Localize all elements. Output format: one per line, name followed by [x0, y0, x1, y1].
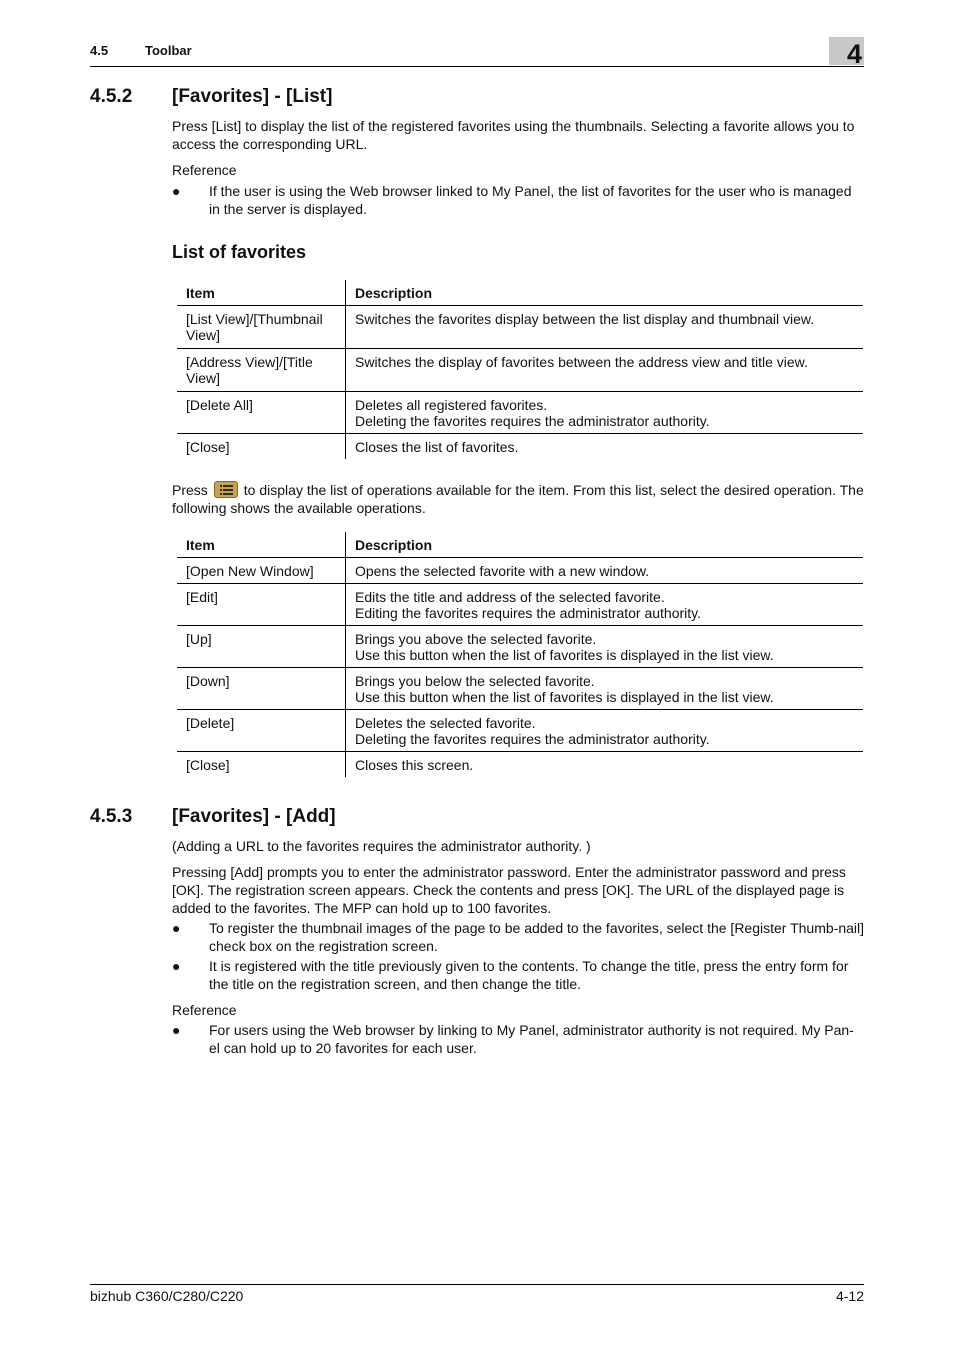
description-line: Deletes the selected favorite. [355, 715, 536, 731]
description-line: Editing the favorites requires the administrator authority. [355, 605, 702, 621]
intro-paragraph: Press [List] to display the list of the registered favorites using the thumbnails. Selecting a favorite allows you to access the corresponding URL. [172, 118, 855, 152]
table-cell-item: [Down] [177, 668, 346, 710]
bullet-icon: ● [172, 183, 181, 199]
header-section-number: 4.5 [90, 43, 109, 58]
table-row [177, 434, 863, 460]
footer-page-number: 4-12 [835, 1288, 864, 1304]
section-heading-4-5-2 [90, 86, 332, 108]
table-cell-description [346, 349, 864, 392]
section-heading-4-5-3 [90, 806, 336, 828]
description-line: Use this button when the list of favorites is displayed in the list view. [355, 689, 774, 705]
subheading-list-of-favorites: List of favorites [172, 242, 307, 262]
table-row [177, 392, 863, 434]
reference-bullet [172, 1021, 864, 1057]
description-line: Closes the list of favorites. [355, 439, 519, 455]
column-header-description: Description [346, 532, 864, 558]
add-bullet [172, 919, 864, 955]
section-number: 4.5.3 [90, 806, 133, 827]
table-cell-description [346, 668, 864, 710]
description-line: Brings you below the selected favorite. [355, 673, 595, 689]
section-number: 4.5.2 [90, 86, 133, 107]
table-cell-item: [Open New Window] [177, 558, 346, 584]
table-row [177, 306, 863, 349]
table-cell-item: [Up] [177, 626, 346, 668]
table-cell-item: [Delete All] [177, 392, 346, 434]
description-line: Closes this screen. [355, 757, 474, 773]
table-row [177, 558, 863, 584]
favorites-list-table [177, 280, 863, 459]
bullet-text: It is registered with the title previously given to the contents. To change the title, press the entry form for the title on the registration screen, and then change the title. [209, 958, 849, 992]
description-line: Opens the selected favorite with a new window. [355, 563, 650, 579]
description-line: Deleting the favorites requires the administrator authority. [355, 413, 710, 429]
table-cell-description [346, 392, 864, 434]
page-footer [90, 1284, 864, 1307]
description-line: Deleting the favorites requires the administrator authority. [355, 731, 710, 747]
table-cell-item: [Delete] [177, 710, 346, 752]
table-cell-item: [Close] [177, 434, 346, 460]
section-title: [Favorites] - [List] [172, 86, 333, 107]
table-cell-description [346, 434, 864, 460]
description-line: Switches the display of favorites between the address view and title view. [355, 354, 808, 370]
add-bullet [172, 957, 864, 993]
column-header-item: Item [177, 280, 346, 306]
add-body-paragraph: Pressing [Add] prompts you to enter the administrator password. Enter the administrator password and press [OK]. The registration screen appears. Check the contents and press [OK]. The URL of the displayed page is added to the favorites. The MFP can hold up to 100 favorites. [172, 864, 846, 916]
table-cell-item: [Edit] [177, 584, 346, 626]
table-row [177, 668, 863, 710]
list-menu-icon [214, 481, 238, 498]
table-cell-description [346, 306, 864, 349]
section-title: [Favorites] - [Add] [172, 806, 336, 827]
footer-model: bizhub C360/C280/C220 [90, 1288, 244, 1304]
description-line: Brings you above the selected favorite. [355, 631, 597, 647]
table-cell-description [346, 752, 864, 778]
reference-label: Reference [172, 162, 237, 178]
bullet-text: To register the thumbnail images of the page to be added to the favorites, select the [Register Thumb-nail] check box on the registration screen. [209, 920, 865, 954]
table-header-row [177, 532, 863, 558]
table-cell-item: [Address View]/[Title View] [177, 349, 346, 392]
bullet-text: If the user is using the Web browser linked to My Panel, the list of favorites for the user who is managed in the server is displayed. [209, 183, 852, 217]
table-row [177, 752, 863, 778]
table-cell-item: [Close] [177, 752, 346, 778]
table-row [177, 710, 863, 752]
header-section-title: Toolbar [145, 43, 192, 58]
press-icon-paragraph [172, 481, 864, 517]
bullet-icon: ● [172, 958, 181, 974]
description-line: Deletes all registered favorites. [355, 397, 548, 413]
table-cell-description [346, 626, 864, 668]
reference-bullet [172, 182, 864, 218]
table-row [177, 584, 863, 626]
press-text-before: Press [172, 482, 208, 498]
bullet-icon: ● [172, 920, 181, 936]
table-header-row [177, 280, 863, 306]
description-line: Use this button when the list of favorites is displayed in the list view. [355, 647, 774, 663]
chapter-number-box: 4 [829, 37, 864, 65]
table-cell-description [346, 710, 864, 752]
bullet-icon: ● [172, 1022, 181, 1038]
column-header-description: Description [346, 280, 864, 306]
bullet-text: For users using the Web browser by linking to My Panel, administrator authority is not required. My Pan-el can hold up to 20 favorites for each user. [209, 1022, 854, 1056]
operations-table [177, 532, 863, 777]
table-row [177, 626, 863, 668]
table-cell-description [346, 584, 864, 626]
column-header-item: Item [177, 532, 346, 558]
table-cell-description [346, 558, 864, 584]
page-header [90, 40, 864, 67]
press-text-after: to display the list of operations available for the item. From this list, select the desired operation. The following shows the available operations. [172, 482, 864, 516]
table-row [177, 349, 863, 392]
table-cell-item: [List View]/[Thumbnail View] [177, 306, 346, 349]
description-line: Edits the title and address of the selected favorite. [355, 589, 665, 605]
admin-note: (Adding a URL to the favorites requires the administrator authority. ) [172, 838, 591, 854]
reference-label: Reference [172, 1002, 237, 1018]
description-line: Switches the favorites display between the list display and thumbnail view. [355, 311, 815, 327]
